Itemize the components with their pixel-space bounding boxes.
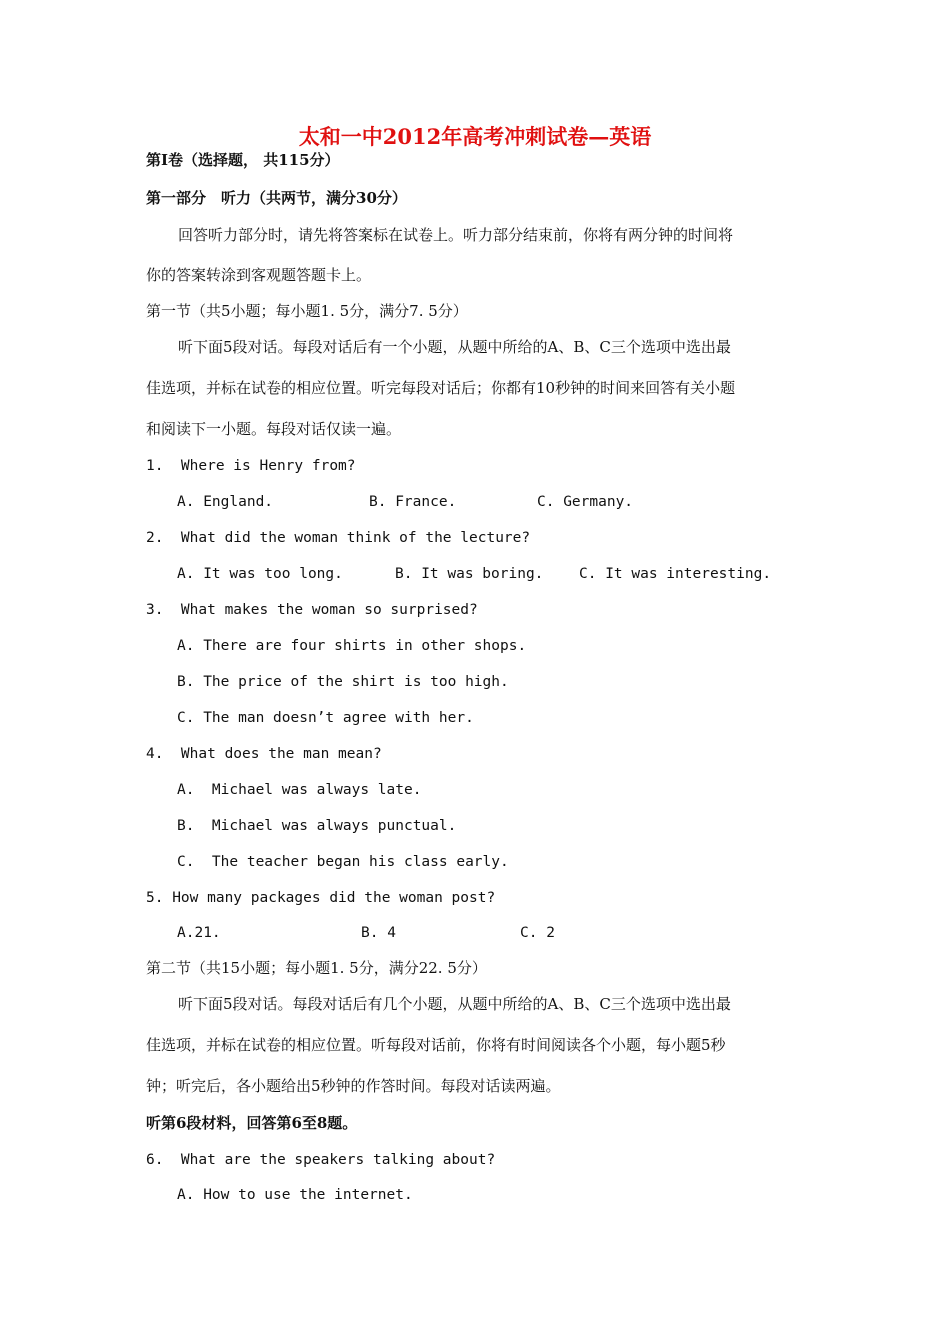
question-3-option-b: B. The price of the shirt is too high.: [177, 674, 509, 690]
question-3-option-a: A. There are four shirts in other shops.: [177, 638, 527, 654]
question-1-option-a: A. England.: [177, 494, 274, 510]
question-2-option-c: C. It was interesting.: [579, 566, 772, 582]
section2-intro-line-2: 佳选项，并标在试卷的相应位置。听每段对话前，你将有时间阅读各个小题，每小题5秒: [146, 1036, 726, 1054]
question-1-option-b: B. France.: [369, 494, 457, 510]
question-1: 1. Where is Henry from?: [146, 458, 356, 474]
question-5: 5. How many packages did the woman post?: [146, 890, 496, 906]
section2-intro-line-1: 听下面5段对话。每段对话后有几个小题，从题中所给的A、B、C三个选项中选出最: [178, 995, 731, 1013]
section1-intro-line-3: 和阅读下一小题。每段对话仅读一遍。: [146, 420, 402, 438]
question-6: 6. What are the speakers talking about?: [146, 1152, 496, 1168]
question-5-option-b: B. 4: [361, 925, 396, 941]
question-2-option-b: B. It was boring.: [395, 566, 544, 582]
volume-header: 第Ⅰ卷（选择题， 共115分）: [146, 151, 340, 169]
part1-header: 第一部分 听力（共两节，满分30分）: [146, 189, 407, 207]
question-2: 2. What did the woman think of the lecture?: [146, 530, 531, 546]
section2-header: 第二节（共15小题；每小题1. 5分，满分22. 5分）: [146, 959, 487, 977]
question-3-option-c: C. The man doesn’t agree with her.: [177, 710, 474, 726]
question-4-option-a: A. Michael was always late.: [177, 782, 422, 798]
section1-header: 第一节（共5小题；每小题1. 5分，满分7. 5分）: [146, 302, 468, 320]
question-3: 3. What makes the woman so surprised?: [146, 602, 478, 618]
section1-intro-line-2: 佳选项，并标在试卷的相应位置。听完每段对话后；你都有10秒钟的时间来回答有关小题: [146, 379, 736, 397]
material-6-header: 听第6段材料，回答第6至8题。: [146, 1114, 358, 1132]
question-2-option-a: A. It was too long.: [177, 566, 343, 582]
question-1-option-c: C. Germany.: [537, 494, 634, 510]
instructions-line-2: 你的答案转涂到客观题答题卡上。: [146, 266, 372, 284]
section1-intro-line-1: 听下面5段对话。每段对话后有一个小题，从题中所给的A、B、C三个选项中选出最: [178, 338, 731, 356]
page-title: 太和一中2012年高考冲刺试卷—英语: [298, 124, 652, 149]
question-4-option-c: C. The teacher began his class early.: [177, 854, 509, 870]
section2-intro-line-3: 钟；听完后，各小题给出5秒钟的作答时间。每段对话读两遍。: [146, 1077, 561, 1095]
question-5-option-c: C. 2: [520, 925, 555, 941]
question-4-option-b: B. Michael was always punctual.: [177, 818, 457, 834]
instructions-line-1: 回答听力部分时，请先将答案标在试卷上。听力部分结束前，你将有两分钟的时间将: [178, 226, 734, 244]
question-4: 4. What does the man mean?: [146, 746, 382, 762]
question-6-option-a: A. How to use the internet.: [177, 1187, 413, 1203]
question-5-option-a: A.21.: [177, 925, 221, 941]
